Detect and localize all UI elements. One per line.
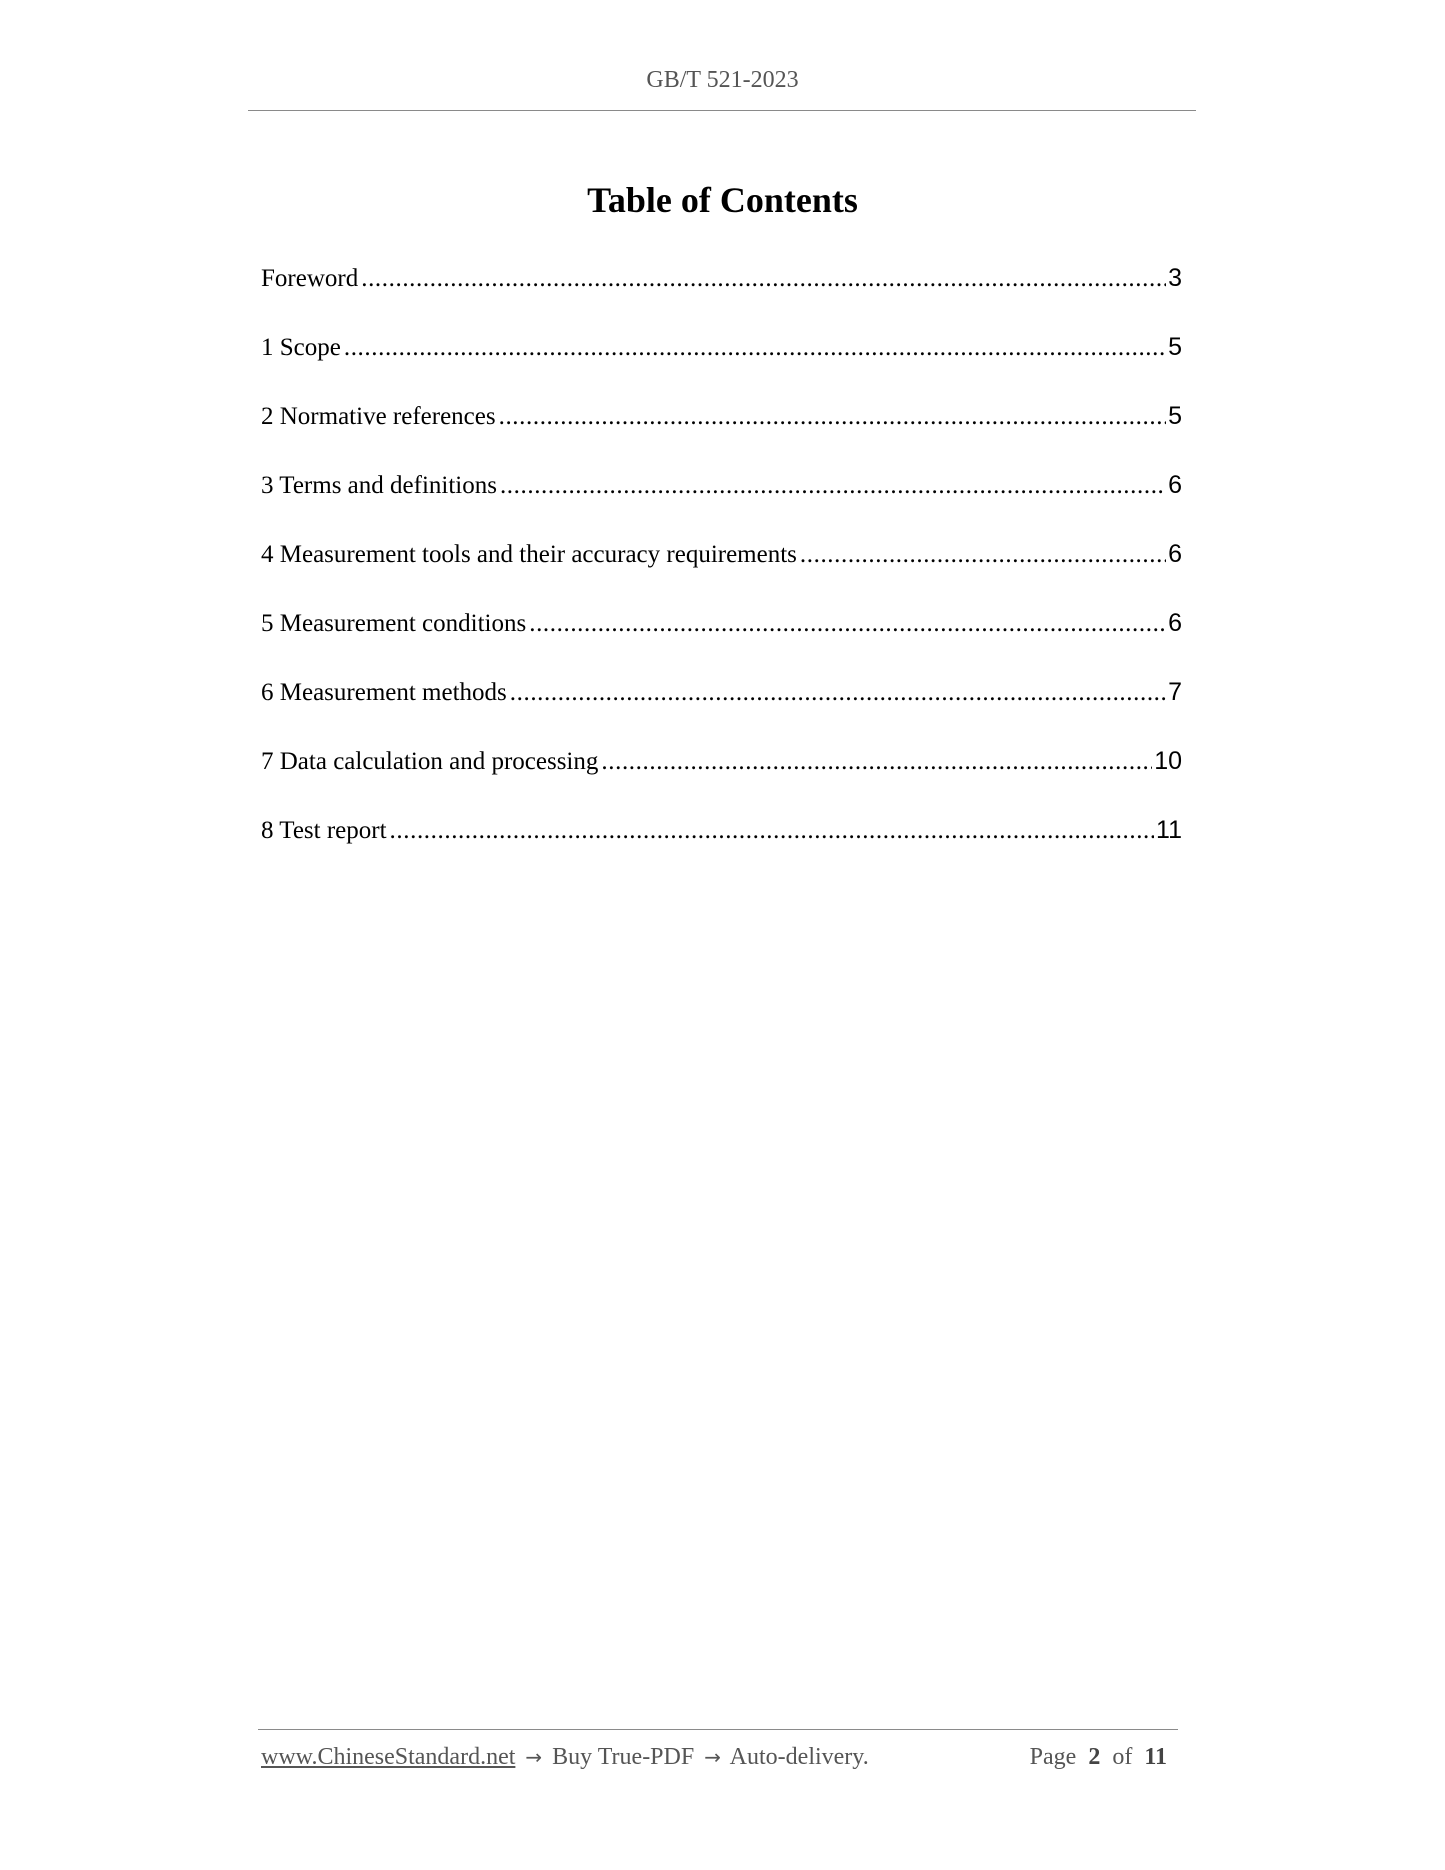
toc-entry-label: 3 Terms and definitions [261,472,497,499]
toc-entry-measurement-methods[interactable] [261,676,1182,745]
dot-leader [529,608,1166,640]
toc-entry-label: 2 Normative references [261,403,496,430]
toc-entry-label: 5 Measurement conditions [261,610,527,637]
toc-entry-measurement-tools[interactable] [261,538,1182,607]
toc-entry-normative-references[interactable] [261,400,1182,469]
toc-entry-page: 6 [1168,540,1182,568]
arrow-right-icon: → [704,1745,721,1769]
page-word: Page [1029,1744,1077,1770]
toc-entry-label: 4 Measurement tools and their accuracy requirements [261,541,797,568]
footer-divider [258,1729,1178,1730]
toc-entry-page: 7 [1168,678,1182,706]
current-page: 2 [1088,1744,1101,1770]
toc-entry-test-report[interactable] [261,814,1182,883]
toc-entry-label: 7 Data calculation and processing [261,748,599,775]
toc-entry-page: 5 [1168,402,1182,430]
toc-entry-data-calculation[interactable] [261,745,1182,814]
chinesestandard-link[interactable]: www.ChineseStandard.net [261,1744,516,1770]
dot-leader [500,470,1166,502]
dot-leader [499,401,1166,433]
dot-leader [344,332,1166,364]
of-word: of [1112,1744,1133,1770]
arrow-right-icon: → [525,1745,543,1769]
page-number [1030,1742,1173,1772]
toc-entry-foreword[interactable] [261,262,1182,331]
header-divider [248,110,1196,111]
toc-entry-page: 11 [1156,816,1182,844]
running-header-standard-code: GB/T 521-2023 [646,67,799,93]
dot-leader [390,815,1155,847]
total-pages: 11 [1144,1744,1167,1770]
toc-entry-page: 6 [1168,471,1182,499]
toc-entry-page: 5 [1168,333,1182,361]
toc-entry-terms-and-definitions[interactable] [261,469,1182,538]
dot-leader [510,677,1166,709]
toc-entry-label: 6 Measurement methods [261,679,507,706]
toc-entry-label: Foreword [261,265,359,292]
toc-entry-page: 10 [1154,747,1182,775]
toc-title: Table of Contents [587,180,858,221]
footer-step-delivery: Auto-delivery. [729,1744,869,1770]
toc-entry-label: 8 Test report [261,817,387,844]
toc-entry-scope[interactable] [261,331,1182,400]
dot-leader [601,746,1152,778]
toc-entry-page: 3 [1168,264,1182,292]
toc-entry-page: 6 [1168,609,1182,637]
footer-step-buy: Buy True-PDF [552,1744,695,1770]
toc-entry-label: 1 Scope [261,334,341,361]
dot-leader [361,263,1166,295]
dot-leader [800,539,1166,571]
page-footer [261,1742,1173,1772]
footer-promo [261,1742,869,1772]
toc-list [261,262,1182,883]
toc-entry-measurement-conditions[interactable] [261,607,1182,676]
